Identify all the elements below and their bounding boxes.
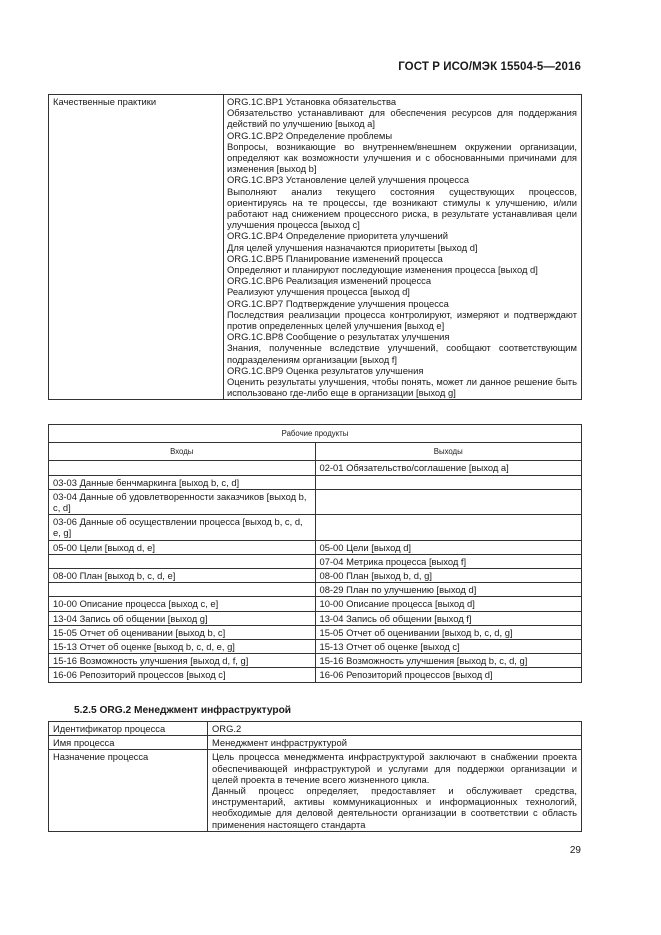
work-product-row (49, 668, 582, 682)
practice-text: Вопросы, возникающие во внутреннем/внешнем окружении организации, определяют как возможности улучшения и с обоснованными причинами для изменения [выход b] (227, 140, 577, 175)
input-cell: 16-06 Репозиторий процессов [выход c] (49, 668, 316, 682)
input-cell: 15-13 Отчет об оценке [выход b, c, d, e, g] (49, 640, 316, 654)
work-product-row (49, 611, 582, 625)
process-purpose-value (208, 750, 582, 831)
output-cell: 08-00 План [выход b, d, g] (315, 569, 582, 583)
practice-title: ORG.1C.BP2 Определение проблемы (227, 129, 393, 141)
work-product-row (49, 583, 582, 597)
work-product-row (49, 640, 582, 654)
process-name-value: Менеджмент инфраструктурой (208, 736, 582, 750)
practice-text: Для целей улучшения назначаются приоритеты [выход d] (227, 241, 478, 253)
practices-table (48, 94, 582, 400)
work-product-row (49, 461, 582, 475)
practice-text: Обязательство устанавливают для обеспечения ресурсов для поддержания действий по улучшению [выход a] (227, 107, 577, 130)
practice-title: ORG.1C.BP3 Установление целей улучшения процесса (227, 174, 469, 186)
work-product-row (49, 625, 582, 639)
output-cell: 15-16 Возможность улучшения [выход b, c, d, g] (315, 654, 582, 668)
input-cell: 08-00 План [выход b, c, d, e] (49, 569, 316, 583)
outputs-header: Выходы (315, 443, 582, 461)
page-number: 29 (569, 845, 581, 856)
output-cell: 05-00 Цели [выход d] (315, 540, 582, 554)
input-cell (49, 583, 316, 597)
practices-list (224, 95, 582, 400)
input-cell: 10-00 Описание процесса [выход c, e] (49, 597, 316, 611)
input-cell: 03-03 Данные бенчмаркинга [выход b, c, d] (49, 475, 316, 489)
practices-label: Качественные практики (49, 95, 224, 400)
output-cell: 15-05 Отчет об оценивании [выход b, c, d, g] (315, 625, 582, 639)
input-cell: 03-06 Данные об осуществлении процесса [выход b, c, d, e, g] (49, 515, 316, 540)
purpose-paragraph: Цель процесса менеджмента инфраструктурой заключают в снабжении проекта обеспечивающей инфраструктурой и услугами для поддержки организации и целей проекта в течение всего жизненного цикла. (212, 751, 577, 785)
work-product-row (49, 540, 582, 554)
practice-text: Оценить результаты улучшения, чтобы понять, может ли данное решение быть использовано где-либо еще в организации [выход g] (227, 376, 577, 399)
output-cell (315, 489, 582, 514)
output-cell: 10-00 Описание процесса [выход d] (315, 597, 582, 611)
work-products-table (48, 424, 582, 683)
practice-text: Выполняют анализ текущего состояния существующих процессов, ориентируясь на те процессы, где возникают стимулы к улучшению, и/или работают над снижением процессного риска, в результате устанавливая цели улучшения процесса [выход c] (227, 185, 577, 231)
practice-title: ORG.1C.BP5 Планирование изменений процесса (227, 252, 443, 264)
output-cell (315, 475, 582, 489)
process-purpose-label: Назначение процесса (49, 750, 208, 831)
output-cell (315, 515, 582, 540)
input-cell: 03-04 Данные об удовлетворенности заказчиков [выход b, c, d] (49, 489, 316, 514)
output-cell: 08-29 План по улучшению [выход d] (315, 583, 582, 597)
input-cell: 05-00 Цели [выход d, e] (49, 540, 316, 554)
practice-title: ORG.1C.BP7 Подтверждение улучшения процесса (227, 297, 449, 309)
process-id-label: Идентификатор процесса (49, 722, 208, 736)
practice-title: ORG.1C.BP6 Реализация изменений процесса (227, 275, 432, 287)
practice-text: Знания, полученные вследствие улучшений, сообщают соответствующим подразделениям организации [выход f] (227, 342, 577, 365)
work-products-caption: Рабочие продукты (49, 425, 582, 443)
practice-text: Определяют и планируют последующие изменения процесса [выход d] (227, 264, 538, 276)
input-cell: 15-16 Возможность улучшения [выход d, f, g] (49, 654, 316, 668)
input-cell: 13-04 Запись об общении [выход g] (49, 611, 316, 625)
output-cell: 13-04 Запись об общении [выход f] (315, 611, 582, 625)
work-product-row (49, 489, 582, 514)
output-cell: 15-13 Отчет об оценке [выход c] (315, 640, 582, 654)
output-cell: 02-01 Обязательство/соглашение [выход a] (315, 461, 582, 475)
output-cell: 16-06 Репозиторий процессов [выход d] (315, 668, 582, 682)
practice-title: ORG.1C.BP8 Сообщение о результатах улучшения (227, 331, 450, 343)
practice-title: ORG.1C.BP1 Установка обязательства (227, 96, 397, 107)
practice-title: ORG.1C.BP9 Оценка результатов улучшения (227, 364, 424, 376)
work-product-row (49, 515, 582, 540)
work-product-row (49, 554, 582, 568)
process-id-value: ORG.2 (208, 722, 582, 736)
process-table (48, 721, 582, 832)
section-heading: 5.2.5 ORG.2 Менеджмент инфраструктурой (74, 705, 292, 716)
input-cell (49, 554, 316, 568)
purpose-paragraph: Данный процесс определяет, предоставляет и обслуживает средства, инструментарий, активы коммуникационных и информационных технологий, необходимые для деловой деятельности организации в соответствии с область применения настоящего стандарта (212, 785, 577, 830)
output-cell: 07-04 Метрика процесса [выход f] (315, 554, 582, 568)
practice-text: Реализуют улучшения процесса [выход d] (227, 286, 410, 298)
practice-text: Последствия реализации процесса контролируют, измеряют и подтверждают против определенных целей улучшения [выход e] (227, 308, 577, 332)
work-product-row (49, 475, 582, 489)
work-product-row (49, 569, 582, 583)
work-product-row (49, 654, 582, 668)
practice-title: ORG.1C.BP4 Определение приоритета улучшений (227, 230, 448, 242)
inputs-header: Входы (49, 443, 316, 461)
work-product-row (49, 597, 582, 611)
process-name-label: Имя процесса (49, 736, 208, 750)
input-cell: 15-05 Отчет об оценивании [выход b, c] (49, 625, 316, 639)
input-cell (49, 461, 316, 475)
document-code-header: ГОСТ Р ИСО/МЭК 15504-5—2016 (398, 61, 581, 73)
